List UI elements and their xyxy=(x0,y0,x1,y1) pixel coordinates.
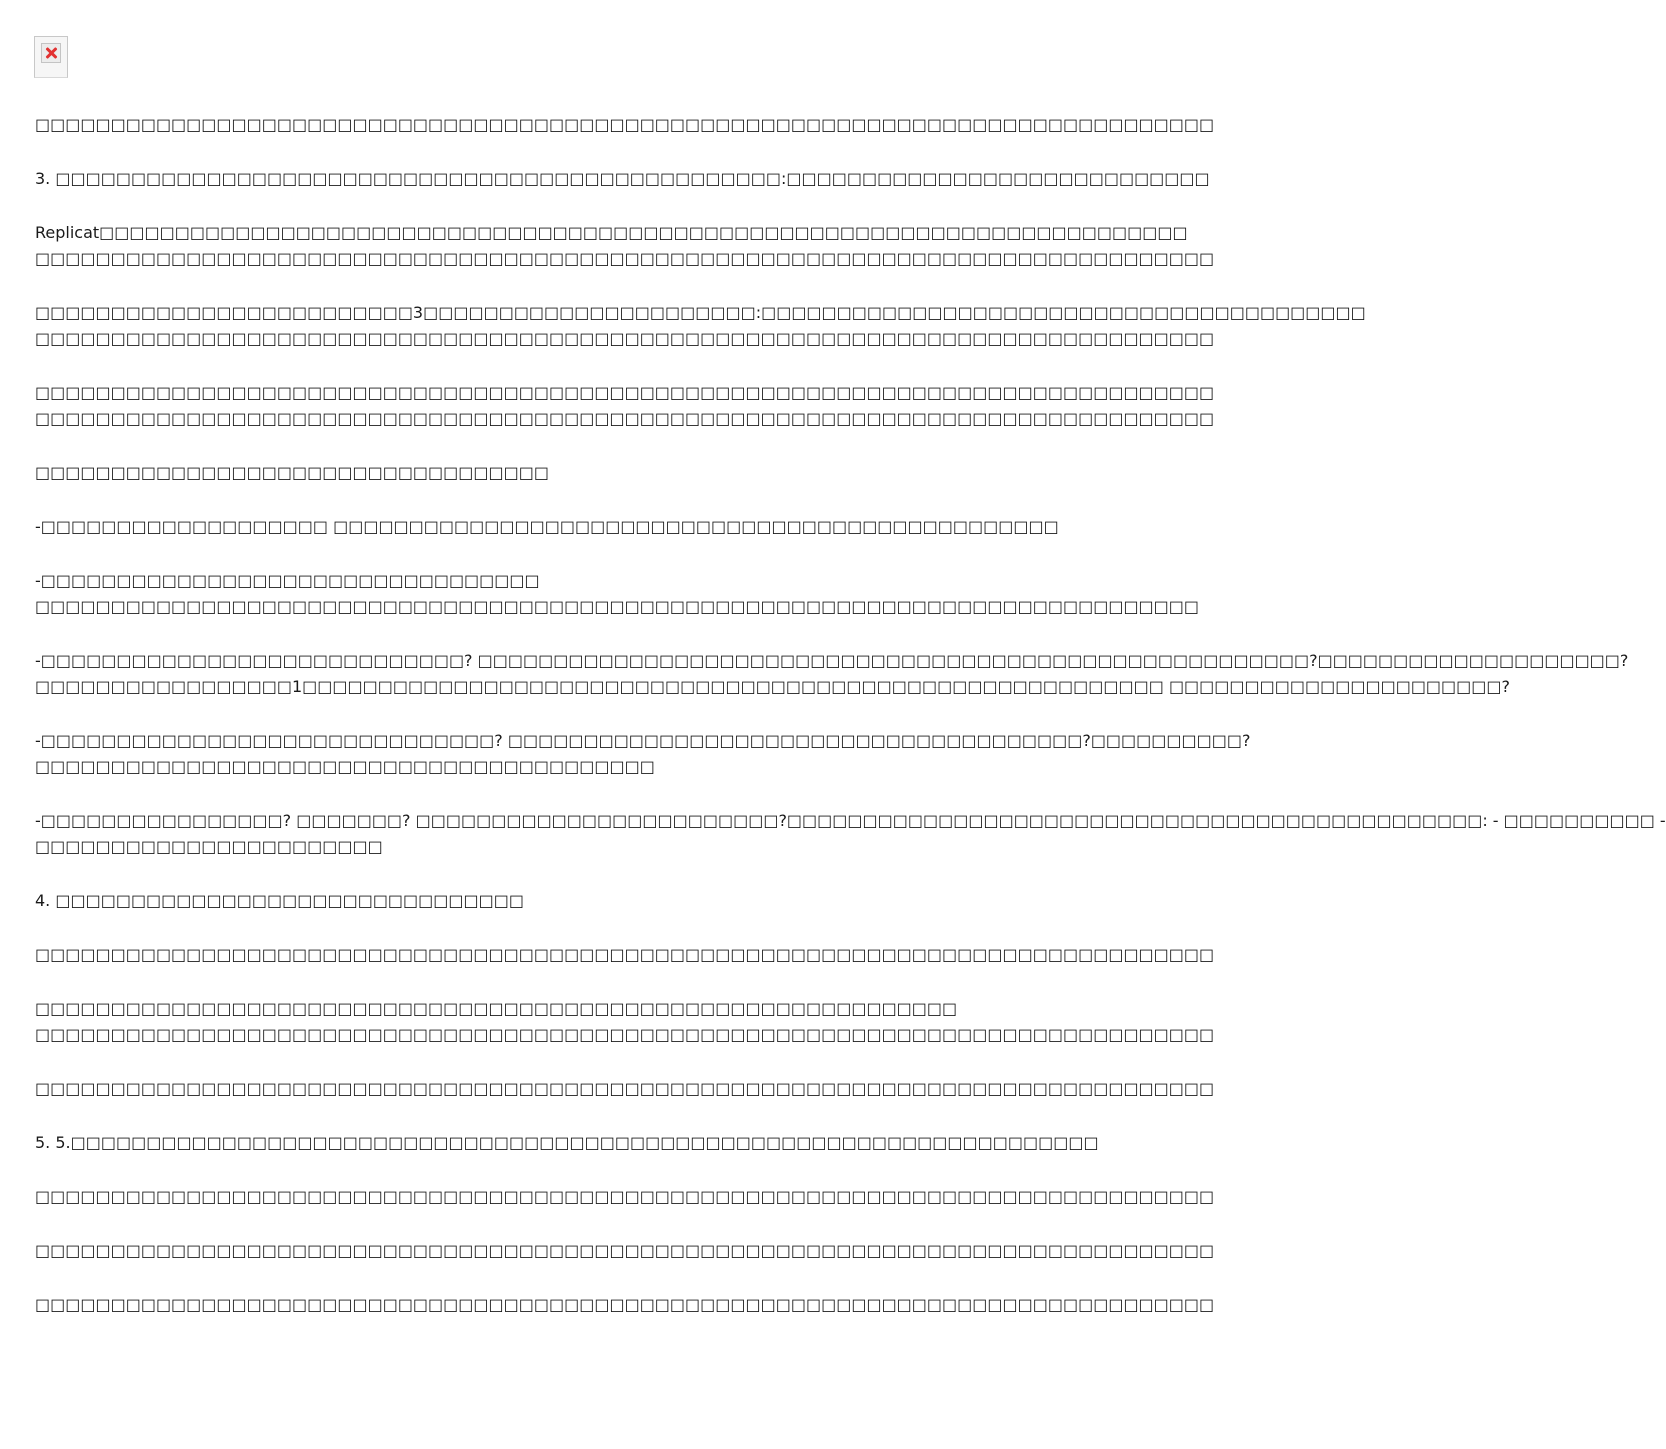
document-body xyxy=(35,112,1666,1346)
paragraph-line: □□□□□□□□□□□□□□□□□□□□□□□□□□□□□□□□□□□□□□□□□□□□□□□□□□□□□□□□□□□□□ xyxy=(35,999,958,1018)
paragraph-line: □□□□□□□□□□□□□□□□□1□□□□□□□□□□□□□□□□□□□□□□□□□□□□□□□□□□□□□□□□□□□□□□□□□□□□□□□□□ □□□□□□□□□□□□□□□□□□□□□□? xyxy=(35,677,1511,696)
paragraph xyxy=(35,728,1251,780)
paragraph-line: □□□□□□□□□□□□□□□□□□□□□□□□□□□□□□□□□□□□□□□□□ xyxy=(35,757,655,776)
paragraph xyxy=(35,514,1059,540)
paragraph-line: □□□□□□□□□□□□□□□□□□□□□□□□□□□□□□□□□□□□□□□□□□□□□□□□□□□□□□□□□□□□□□□□□□□□□□□□□□□□□□ xyxy=(35,249,1215,268)
paragraph-line: 5. 5.□□□□□□□□□□□□□□□□□□□□□□□□□□□□□□□□□□□□□□□□□□□□□□□□□□□□□□□□□□□□□□□□□□□□ xyxy=(35,1133,1099,1152)
paragraph xyxy=(35,1292,1215,1318)
paragraph-line: □□□□□□□□□□□□□□□□□□□□□□□□□□□□□□□□□□□□□□□□□□□□□□□□□□□□□□□□□□□□□□□□□□□□□□□□□□□□□□ xyxy=(35,1025,1215,1044)
paragraph xyxy=(35,1184,1215,1210)
paragraph xyxy=(35,112,1215,138)
paragraph-line: □□□□□□□□□□□□□□□□□□□□□□□□□□□□□□□□□□□□□□□□□□□□□□□□□□□□□□□□□□□□□□□□□□□□□□□□□□□□□□ xyxy=(35,1079,1215,1098)
paragraph-line: □□□□□□□□□□□□□□□□□□□□□□□□□□□□□□□□□□□□□□□□□□□□□□□□□□□□□□□□□□□□□□□□□□□□□□□□□□□□□□ xyxy=(35,1241,1215,1260)
paragraph xyxy=(35,166,1210,192)
paragraph xyxy=(35,300,1366,352)
paragraph xyxy=(35,220,1215,272)
paragraph xyxy=(35,888,990,914)
paragraph xyxy=(35,1238,1215,1264)
paragraph xyxy=(35,1130,1099,1156)
paragraph-line: -□□□□□□□□□□□□□□□□□□□□□□□□□□□□□□□□□ xyxy=(35,571,540,590)
paragraph-line: -□□□□□□□□□□□□□□□□? □□□□□□□? □□□□□□□□□□□□□□□□□□□□□□□□?□□□□□□□□□□□□□□□□□□□□□□□□□□□□□□□□□□□□□□□□□□□□□□: - □□□□□□□□□□ - xyxy=(35,811,1666,830)
paragraph-line: -□□□□□□□□□□□□□□□□□□□ □□□□□□□□□□□□□□□□□□□□□□□□□□□□□□□□□□□□□□□□□□□□□□□□ xyxy=(35,517,1059,536)
paragraph xyxy=(35,942,1215,968)
paragraph-line: -□□□□□□□□□□□□□□□□□□□□□□□□□□□□□□? □□□□□□□□□□□□□□□□□□□□□□□□□□□□□□□□□□□□□□?□□□□□□□□□□? xyxy=(35,731,1251,750)
paragraph-line: □□□□□□□□□□□□□□□□□□□□□□□□□□□□□□□□□□□□□□□□□□□□□□□□□□□□□□□□□□□□□□□□□□□□□□□□□□□□□□ xyxy=(35,1187,1215,1206)
paragraph-line: Replicat□□□□□□□□□□□□□□□□□□□□□□□□□□□□□□□□□□□□□□□□□□□□□□□□□□□□□□□□□□□□□□□□□□□□□□□□ xyxy=(35,223,1188,242)
paragraph xyxy=(35,1076,1215,1102)
paragraph-line: -□□□□□□□□□□□□□□□□□□□□□□□□□□□□? □□□□□□□□□□□□□□□□□□□□□□□□□□□□□□□□□□□□□□□□□□□□□□□□□□□□□□□?□□□□□□□□□□□□□□□□□□□□? xyxy=(35,651,1629,670)
broken-image-x-icon xyxy=(41,43,61,63)
paragraph-line: □□□□□□□□□□□□□□□□□□□□□□□□□3□□□□□□□□□□□□□□□□□□□□□□:□□□□□□□□□□□□□□□□□□□□□□□□□□□□□□□□□□□□□□□□ xyxy=(35,303,1366,322)
paragraph-line: □□□□□□□□□□□□□□□□□□□□□□□□□□□□□□□□□□□□□□□□□□□□□□□□□□□□□□□□□□□□□□□□□□□□□□□□□□□□□□ xyxy=(35,115,1215,134)
paragraph xyxy=(35,460,990,486)
paragraph-line: □□□□□□□□□□□□□□□□□□□□□□□□□□□□□□□□□□□□□□□□□□□□□□□□□□□□□□□□□□□□□□□□□□□□□□□□□□□□□ xyxy=(35,597,1200,616)
broken-image-icon xyxy=(34,36,68,78)
paragraph xyxy=(35,648,1629,700)
paragraph-line: □□□□□□□□□□□□□□□□□□□□□□□□□□□□□□□□□□ xyxy=(35,463,549,482)
paragraph xyxy=(35,996,1215,1048)
paragraph-line: 3. □□□□□□□□□□□□□□□□□□□□□□□□□□□□□□□□□□□□□□□□□□□□□□□□:□□□□□□□□□□□□□□□□□□□□□□□□□□□□ xyxy=(35,169,1210,188)
paragraph xyxy=(35,808,1666,860)
paragraph xyxy=(35,380,1215,432)
paragraph-line: □□□□□□□□□□□□□□□□□□□□□□□□□□□□□□□□□□□□□□□□□□□□□□□□□□□□□□□□□□□□□□□□□□□□□□□□□□□□□□ xyxy=(35,329,1215,348)
paragraph-line: □□□□□□□□□□□□□□□□□□□□□□□□□□□□□□□□□□□□□□□□□□□□□□□□□□□□□□□□□□□□□□□□□□□□□□□□□□□□□□ xyxy=(35,1295,1215,1314)
paragraph-line: □□□□□□□□□□□□□□□□□□□□□□□ xyxy=(35,837,383,856)
paragraph xyxy=(35,568,1200,620)
paragraph-line: □□□□□□□□□□□□□□□□□□□□□□□□□□□□□□□□□□□□□□□□□□□□□□□□□□□□□□□□□□□□□□□□□□□□□□□□□□□□□□ xyxy=(35,409,1215,428)
paragraph-line: 4. □□□□□□□□□□□□□□□□□□□□□□□□□□□□□□□ xyxy=(35,891,524,910)
paragraph-line: □□□□□□□□□□□□□□□□□□□□□□□□□□□□□□□□□□□□□□□□□□□□□□□□□□□□□□□□□□□□□□□□□□□□□□□□□□□□□□ xyxy=(35,945,1215,964)
paragraph-line: □□□□□□□□□□□□□□□□□□□□□□□□□□□□□□□□□□□□□□□□□□□□□□□□□□□□□□□□□□□□□□□□□□□□□□□□□□□□□□ xyxy=(35,383,1215,402)
